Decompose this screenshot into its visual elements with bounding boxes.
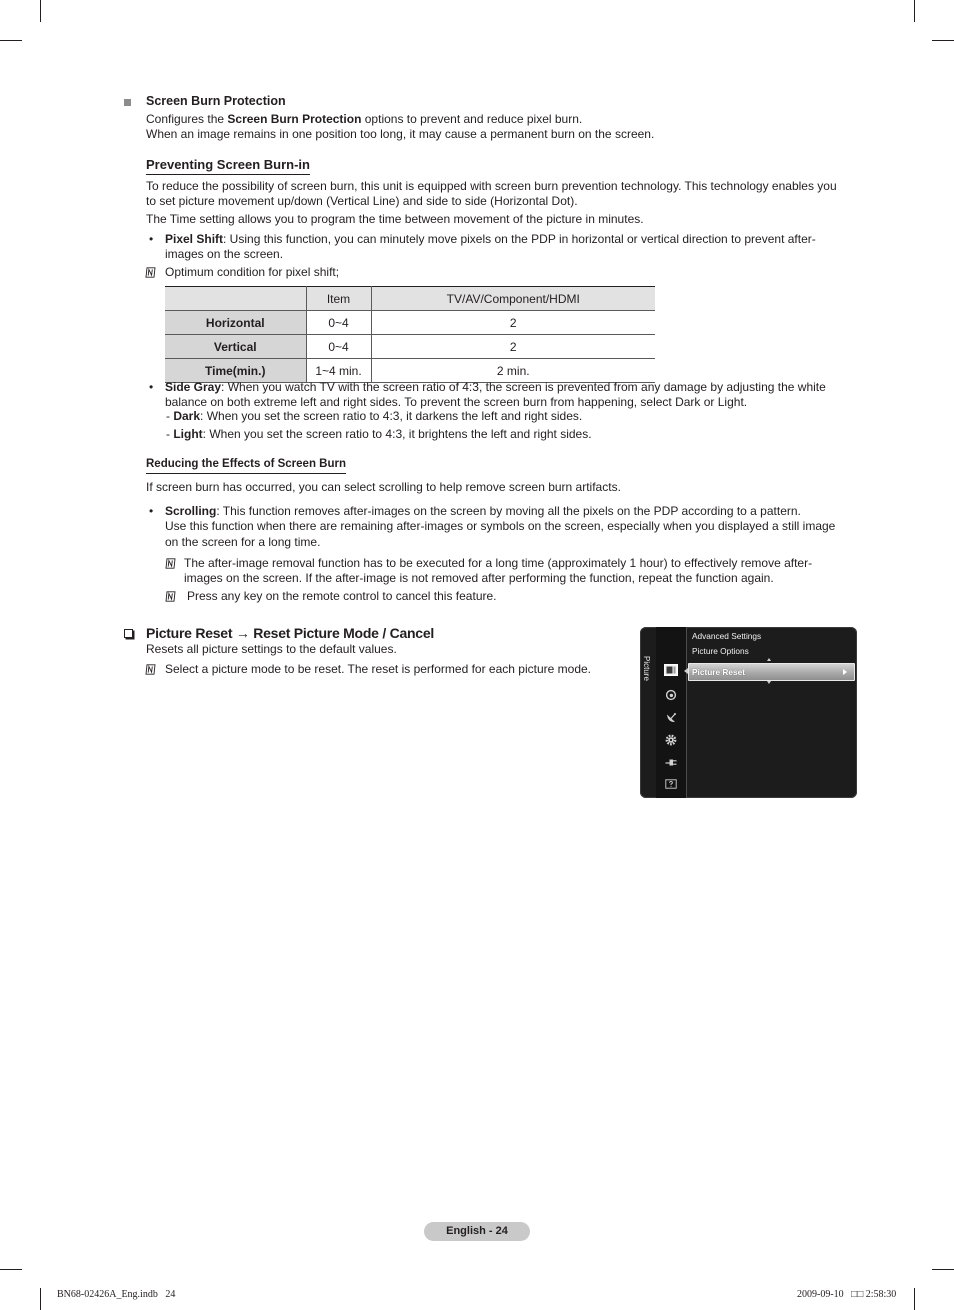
paragraph-line: The Time setting allows you to program the time between movement of the picture in minutes. [146, 212, 644, 226]
note-icon [145, 267, 156, 278]
bold-term: Light [173, 427, 203, 441]
section-description: Resets all picture settings to the default values. [146, 642, 397, 656]
support-icon [665, 778, 677, 790]
subheading [146, 157, 310, 175]
table-cell: 2 min. [371, 359, 655, 383]
tv-menu-item-advanced-settings: Advanced Settings [692, 631, 762, 641]
text-span: : When you set the screen ratio to 4:3, it darkens the left and right sides. [200, 409, 583, 423]
bold-term: Scrolling [165, 504, 217, 518]
sub-list-item [166, 409, 582, 424]
scroll-up-icon [767, 658, 771, 661]
note-text: images on the screen. If the after-image is not removed after performing the function, repeat the function again. [184, 571, 774, 585]
tv-menu-side-label: Picture [642, 656, 651, 681]
table-cell: 2 [371, 311, 655, 335]
tv-menu-item-label: Picture Reset [692, 667, 746, 677]
table-row-label: Vertical [165, 335, 306, 359]
crop-mark [0, 40, 22, 41]
tv-menu-item-picture-reset [688, 663, 855, 681]
table-corner-cell [165, 287, 306, 311]
scroll-down-icon [767, 681, 771, 684]
dash-marker: - [166, 427, 170, 441]
bold-term: Dark [173, 409, 201, 423]
list-item [165, 380, 826, 395]
crop-mark [914, 0, 915, 22]
bold-term: Pixel Shift [165, 232, 224, 246]
print-file-name: BN68-02426A_Eng.indb 24 [57, 1289, 176, 1300]
table-cell: 0~4 [306, 311, 371, 335]
note-text: Optimum condition for pixel shift; [165, 265, 340, 279]
page-number-badge: English - 24 [424, 1222, 530, 1241]
section-description [146, 112, 582, 127]
channel-icon [665, 712, 677, 724]
paragraph-line: To reduce the possibility of screen burn, this unit is equipped with screen burn prevention technology. This technology enables you [146, 179, 837, 193]
paragraph-line: If screen burn has occurred, you can select scrolling to help remove screen burn artifacts. [146, 480, 621, 494]
crop-mark [0, 1269, 22, 1270]
note-text: Press any key on the remote control to cancel this feature. [187, 589, 497, 603]
sub-list-item [166, 427, 592, 442]
print-timestamp: 2009-09-10 □□ 2:58:30 [797, 1289, 897, 1300]
table-row [165, 311, 655, 335]
crop-mark [932, 1269, 954, 1270]
note-text: Select a picture mode to be reset. The reset is performed for each picture mode. [165, 662, 591, 676]
section-title: Screen Burn Protection [146, 94, 286, 108]
table-header-cell: TV/AV/Component/HDMI [371, 287, 655, 311]
crop-mark [40, 0, 41, 22]
table-row-label: Horizontal [165, 311, 306, 335]
list-item-line: on the screen for a long time. [165, 535, 321, 549]
table-row [165, 335, 655, 359]
paragraph-line: to set picture movement up/down (Vertical Line) and side to side (Horizontal Dot). [146, 194, 578, 208]
crop-mark [40, 1288, 41, 1310]
checkbox-bullet-icon [124, 629, 133, 638]
dash-marker: - [166, 409, 170, 423]
input-icon [665, 756, 677, 768]
text-span: : This function removes after-images on the screen by moving all the pixels on the PDP according to a pattern. [216, 504, 801, 518]
text-span: : When you watch TV with the screen ratio of 4:3, the screen is prevented from any damage by adjusting the white [221, 380, 826, 394]
text-span: Configures the [146, 112, 228, 126]
sound-icon [665, 689, 677, 701]
crop-mark [914, 1288, 915, 1310]
square-bullet-icon [124, 99, 131, 106]
list-item-line: balance on both extreme left and right sides. To prevent the screen burn from happening, select Dark or Light. [165, 395, 748, 409]
note-text: The after-image removal function has to be executed for a long time (approximately 1 hour) to effectively remove after- [184, 556, 813, 570]
subheading-text: Reducing the Effects of Screen Burn [146, 457, 346, 474]
note-icon [165, 558, 176, 569]
list-bullet: • [149, 380, 154, 394]
section-heading: Picture Reset → Reset Picture Mode / Cancel [146, 625, 435, 641]
text-span: options to prevent and reduce pixel burn. [361, 112, 583, 126]
table-header-cell: Item [306, 287, 371, 311]
chevron-right-icon [843, 669, 847, 675]
note-icon [165, 591, 176, 602]
crop-mark [932, 40, 954, 41]
setup-icon [665, 734, 677, 746]
picture-icon [664, 664, 678, 676]
subheading [146, 457, 346, 474]
table-row-label: Time(min.) [165, 359, 306, 383]
list-item-line: Use this function when there are remaining after-images or symbols on the screen, especially when you displayed a still image [165, 519, 836, 533]
table-header-row [165, 287, 655, 311]
tv-menu-item-picture-options: Picture Options [692, 646, 749, 656]
list-item [165, 504, 801, 519]
list-bullet: • [149, 504, 154, 518]
section-description-line: When an image remains in one position too long, it may cause a permanent burn on the screen. [146, 127, 655, 141]
list-item [165, 232, 816, 247]
tv-menu-icon-column [656, 627, 687, 798]
table-row [165, 359, 655, 383]
subheading-text: Preventing Screen Burn-in [146, 157, 310, 175]
pixel-shift-table-grid [165, 286, 655, 383]
bold-term: Screen Burn Protection [227, 112, 362, 126]
note-icon [145, 664, 156, 675]
list-bullet: • [149, 232, 154, 246]
bold-term: Side Gray [165, 380, 222, 394]
pixel-shift-table [165, 286, 655, 383]
table-cell: 1~4 min. [306, 359, 371, 383]
text-span: : When you set the screen ratio to 4:3, it brightens the left and right sides. [202, 427, 592, 441]
table-cell: 2 [371, 335, 655, 359]
text-span: : Using this function, you can minutely move pixels on the PDP in horizontal or vertical direction to prevent after- [223, 232, 816, 246]
tv-menu-screenshot [640, 627, 857, 798]
list-item-line: images on the screen. [165, 247, 284, 261]
table-cell: 0~4 [306, 335, 371, 359]
